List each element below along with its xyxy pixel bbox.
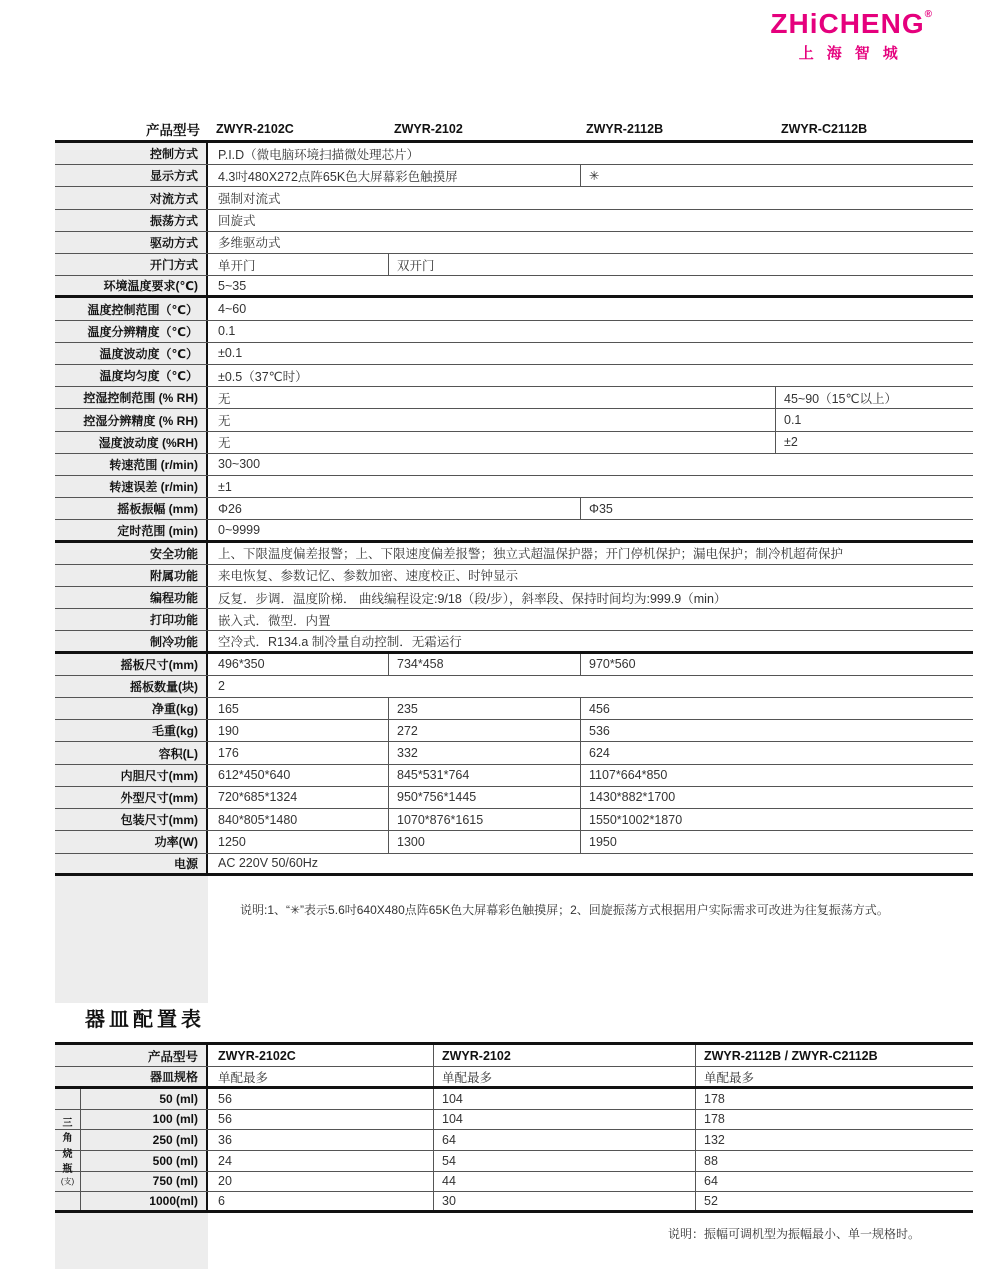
spec-value-cell: 536: [580, 720, 973, 741]
vessel-group-label: [55, 1089, 80, 1213]
vessel-size-label: 100 (ml): [80, 1110, 208, 1130]
spec-row-label: 湿度波动度 (%RH): [55, 432, 208, 453]
vessel-count-cell: 6: [218, 1194, 225, 1209]
spec-row: [55, 676, 973, 698]
spec-value-cell: 845*531*764: [388, 765, 580, 786]
spec-row: [55, 276, 973, 298]
spec-row: [55, 165, 973, 187]
spec-row-label: 摇板数量(块): [55, 676, 208, 697]
spec-value-cell: 235: [388, 698, 580, 719]
vessel-group-char: 角: [62, 1133, 73, 1145]
vessel-spec-row: [55, 1067, 973, 1089]
spec-row: [55, 587, 973, 609]
vessel-table-title: 器皿配置表: [85, 1009, 205, 1031]
spec-value-cell: P.I.D（微电脑环境扫描微处理芯片）: [218, 147, 420, 162]
spec-row: [55, 365, 973, 387]
spec-row: [55, 609, 973, 631]
spec-row-label: 容积(L): [55, 742, 208, 763]
spec-row-label: 温度控制范围（℃）: [55, 298, 208, 319]
spec-value-cell: 190: [218, 723, 239, 738]
spec-row-label: 打印功能: [55, 609, 208, 630]
spec-row: [55, 454, 973, 476]
spec-value-cell: 612*450*640: [218, 768, 291, 783]
spec-row-label: 温度均匀度（℃）: [55, 365, 208, 386]
vessel-model-name: ZWYR-2112B / ZWYR-C2112B: [695, 1045, 973, 1066]
vessel-row: [55, 1151, 973, 1172]
spec-row: [55, 210, 973, 232]
spec-row: [55, 321, 973, 343]
spec-value-cell: 45~90（15℃以上）: [775, 387, 973, 408]
spec-row: [55, 854, 973, 876]
spec-value-cell: 30~300: [218, 457, 261, 472]
spec-value-cell: Φ26: [218, 501, 242, 516]
vessel-count-cell: 36: [218, 1133, 232, 1148]
spec-row-label: 制冷功能: [55, 631, 208, 650]
spec-value-cell: 1070*876*1615: [388, 809, 580, 830]
vessel-table: [55, 1042, 973, 1213]
spec-row-label: 摇板尺寸(mm): [55, 654, 208, 675]
spec-row-label: 毛重(kg): [55, 720, 208, 741]
spec-value-cell: 1430*882*1700: [580, 787, 973, 808]
spec-value-cell: 0~9999: [218, 523, 261, 538]
spec-row-label: 驱动方式: [55, 232, 208, 253]
spec-value-cell: 1550*1002*1870: [580, 809, 973, 830]
spec-value-cell: AC 220V 50/60Hz: [218, 856, 319, 871]
spec-row-label: 附属功能: [55, 565, 208, 586]
vessel-row: [55, 1110, 973, 1131]
vessel-row: [55, 1130, 973, 1151]
spec-value-cell: 720*685*1324: [218, 790, 298, 805]
spec-value-cell: 1250: [218, 834, 246, 849]
spec-value-cell: 0.1: [218, 324, 236, 339]
vessel-count-cell: 54: [433, 1151, 695, 1171]
spec-table: [55, 118, 973, 876]
spec-row-label: 对流方式: [55, 187, 208, 208]
spec-row: [55, 698, 973, 720]
vessel-spec-label: 器皿规格: [55, 1067, 208, 1086]
spec-value-cell: 0.1: [775, 409, 973, 430]
vessel-spec-value: 单配最多: [695, 1067, 973, 1086]
spec-row-label: 定时范围 (min): [55, 520, 208, 539]
spec-row: [55, 432, 973, 454]
vessel-count-cell: 64: [695, 1172, 973, 1192]
spec-value-cell: 970*560: [580, 654, 973, 675]
spec-row-label: 编程功能: [55, 587, 208, 608]
spec-row-label: 内胆尺寸(mm): [55, 765, 208, 786]
spec-row-label: 温度波动度（℃）: [55, 343, 208, 364]
spec-value-cell: 无: [218, 391, 231, 406]
vessel-spec-value: 单配最多: [218, 1070, 269, 1085]
vessel-row: [55, 1172, 973, 1193]
spec-row-label: 开门方式: [55, 254, 208, 275]
spec-value-cell: 496*350: [218, 657, 265, 672]
registered-mark-icon: ®: [924, 9, 933, 20]
vessel-count-cell: 178: [695, 1110, 973, 1130]
spec-value-cell: 332: [388, 742, 580, 763]
model-name: ZWYR-2102C: [216, 122, 294, 136]
vessel-row: [55, 1089, 973, 1110]
spec-row-label: 转速误差 (r/min): [55, 476, 208, 497]
spec-row: [55, 298, 973, 320]
spec-row: [55, 809, 973, 831]
vessel-count-cell: 56: [218, 1112, 232, 1127]
vessel-count-cell: 88: [695, 1151, 973, 1171]
spec-row: [55, 742, 973, 764]
spec-value-cell: 嵌入式．微型．内置: [218, 613, 331, 628]
spec-value-cell: Φ35: [580, 498, 973, 519]
model-name: ZWYR-C2112B: [781, 122, 868, 136]
spec-value-cell: 4~60: [218, 302, 247, 317]
vessel-model-name: ZWYR-2102: [433, 1045, 695, 1066]
spec-row-label: 温度分辨精度（℃）: [55, 321, 208, 342]
spec-row-label: 包装尺寸(mm): [55, 809, 208, 830]
vessel-count-cell: 132: [695, 1130, 973, 1150]
spec-row-label: 振荡方式: [55, 210, 208, 231]
vessel-spec-value: 单配最多: [433, 1067, 695, 1086]
spec-row: [55, 232, 973, 254]
spec-value-cell: 上、下限温度偏差报警；上、下限速度偏差报警；独立式超温保护器；开门停机保护；漏电保护；制冷机超荷保护: [218, 547, 844, 562]
brand-subtitle: 上海智城: [798, 45, 911, 62]
spec-value-cell: ✳: [580, 165, 973, 186]
vessel-note: 说明：振幅可调机型为振幅最小、单一规格时。: [667, 1227, 920, 1241]
spec-value-cell: 来电恢复、参数记忆、参数加密、速度校正、时钟显示: [218, 569, 519, 584]
model-name: ZWYR-2112B: [586, 122, 664, 136]
spec-row: [55, 343, 973, 365]
spec-row-label: 环境温度要求(℃): [55, 276, 208, 295]
vessel-count-cell: 104: [433, 1110, 695, 1130]
vessel-count-cell: 30: [433, 1192, 695, 1210]
spec-row: [55, 476, 973, 498]
spec-row: [55, 143, 973, 165]
spec-value-cell: 1107*664*850: [580, 765, 973, 786]
spec-value-cell: 2: [218, 679, 225, 694]
spec-row-label: 外型尺寸(mm): [55, 787, 208, 808]
spec-row: [55, 787, 973, 809]
spec-value-cell: 840*805*1480: [218, 812, 298, 827]
brand-wordmark: ZHiCHENG®: [770, 8, 933, 39]
spec-row: [55, 254, 973, 276]
spec-value-cell: 无: [218, 436, 231, 451]
spec-value-cell: 1950: [580, 831, 973, 852]
spec-value-cell: 单开门: [218, 258, 256, 273]
vessel-count-cell: 52: [695, 1192, 973, 1210]
spec-note: 说明:1、“✳”表示5.6吋640X480点阵65K色大屏幕彩色触摸屏；2、回旋振荡方式根据用户实际需求可改进为往复振荡方式。: [240, 903, 889, 917]
spec-value-cell: ±1: [218, 479, 232, 494]
spec-value-cell: 回旋式: [218, 214, 256, 229]
spec-row-label: 控制方式: [55, 143, 208, 164]
vessel-size-label: 750 (ml): [80, 1172, 208, 1192]
vessel-count-cell: 178: [695, 1089, 973, 1109]
model-name: ZWYR-2102: [394, 122, 463, 136]
vessel-count-cell: 24: [218, 1153, 232, 1168]
vessel-group-char: 瓶: [62, 1164, 73, 1176]
spec-value-cell: 272: [388, 720, 580, 741]
spec-value-cell: 165: [218, 701, 239, 716]
spec-value-cell: ±2: [775, 432, 973, 453]
spec-value-cell: 空冷式．R134.a 制冷量自动控制．无霜运行: [218, 635, 462, 650]
spec-row: [55, 831, 973, 853]
spec-value-cell: ±0.1: [218, 346, 243, 361]
spec-row: [55, 543, 973, 565]
spec-value-cell: 950*756*1445: [388, 787, 580, 808]
vessel-group-char: 烧: [62, 1148, 73, 1160]
vessel-count-cell: 20: [218, 1174, 232, 1189]
spec-row-label: 功率(W): [55, 831, 208, 852]
vessel-count-cell: 104: [433, 1089, 695, 1109]
vessel-count-cell: 64: [433, 1130, 695, 1150]
spec-row-label: 摇板振幅 (mm): [55, 498, 208, 519]
spec-value-cell: 624: [580, 742, 973, 763]
spec-row: [55, 498, 973, 520]
spec-value-cell: 1300: [388, 831, 580, 852]
spec-row: [55, 409, 973, 431]
spec-row: [55, 520, 973, 542]
spec-row-label: 净重(kg): [55, 698, 208, 719]
spec-value-cell: 双开门: [388, 254, 973, 275]
vessel-size-label: 1000(ml): [80, 1192, 208, 1210]
vessel-row: [55, 1192, 973, 1213]
spec-row-label: 安全功能: [55, 543, 208, 564]
spec-row: [55, 720, 973, 742]
spec-value-cell: 176: [218, 746, 239, 761]
spec-row: [55, 387, 973, 409]
vessel-size-label: 50 (ml): [80, 1089, 208, 1109]
spec-row-label: 电源: [55, 854, 208, 873]
spec-value-cell: 5~35: [218, 278, 247, 293]
spec-row: [55, 565, 973, 587]
spec-value-cell: 456: [580, 698, 973, 719]
spec-value-cell: 多维驱动式: [218, 236, 281, 251]
vessel-size-label: 500 (ml): [80, 1151, 208, 1171]
vessel-header-label: 产品型号: [55, 1045, 208, 1066]
spec-row: [55, 765, 973, 787]
spec-header-label: 产品型号: [146, 123, 200, 138]
vessel-size-label: 250 (ml): [80, 1130, 208, 1150]
spec-value-cell: 734*458: [388, 654, 580, 675]
spec-value-cell: 4.3吋480X272点阵65K色大屏幕彩色触摸屏: [218, 169, 458, 184]
spec-row: [55, 631, 973, 653]
vessel-group-unit: (支): [60, 1176, 75, 1186]
spec-value-cell: 无: [218, 414, 231, 429]
vessel-count-cell: 44: [433, 1172, 695, 1192]
vessel-model-name: ZWYR-2102C: [218, 1048, 296, 1063]
spec-row: [55, 187, 973, 209]
spec-row-label: 控湿控制范围 (% RH): [55, 387, 208, 408]
spec-value-cell: ±0.5（37℃时）: [218, 369, 308, 384]
spec-row-label: 转速范围 (r/min): [55, 454, 208, 475]
spec-row-label: 显示方式: [55, 165, 208, 186]
vessel-group-char: 三: [62, 1117, 73, 1129]
zhicheng-logo: [770, 10, 933, 63]
spec-value-cell: 反复．步调．温度阶梯． 曲线编程设定:9/18（段/步），斜率段、保持时间均为:999.9（min）: [218, 591, 727, 606]
vessel-header-row: [55, 1042, 973, 1067]
spec-row-label: 控湿分辨精度 (% RH): [55, 409, 208, 430]
spec-value-cell: 强制对流式: [218, 192, 281, 206]
spec-header-row: [55, 118, 973, 143]
spec-row: [55, 654, 973, 676]
vessel-count-cell: 56: [218, 1091, 232, 1106]
